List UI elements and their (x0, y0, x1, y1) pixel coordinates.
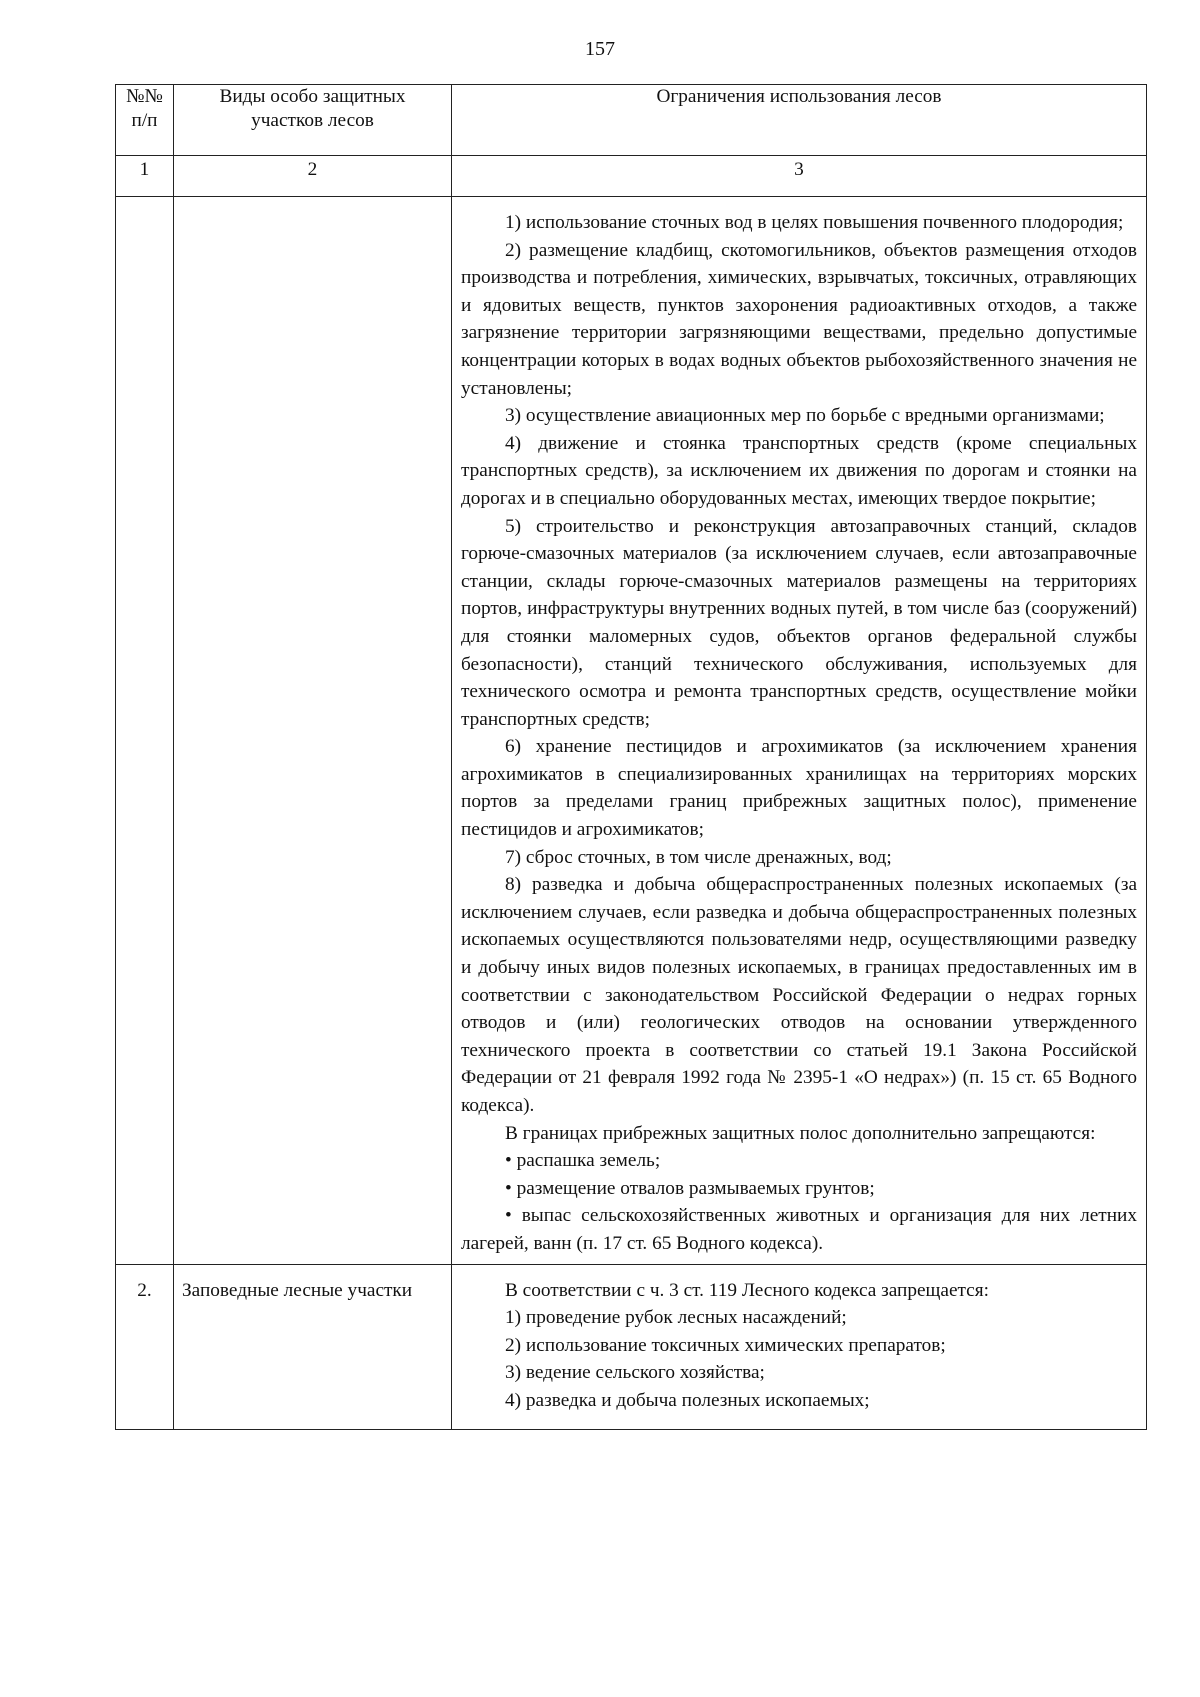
table-row (116, 197, 1147, 1265)
restriction-item: 4) движение и стоянка транспортных средств (кроме специальных транспортных средств), за исключением их движения по дорогам и стоянки на дорогах и в специально оборудованных местах, имеющих твердое покрытие; (461, 432, 1137, 509)
restriction-item: 2) размещение кладбищ, скотомогильников, объектов размещения отходов производства и потребления, химических, взрывчатых, токсичных, отравляющих и ядовитых веществ, пунктов захоронения радиоактивных отходов, а также загрязнение территории загрязняющими веществами, предельно допустимые концентрации которых в водах водных объектов рыбохозяйственного значения не установлены; (461, 239, 1137, 399)
header-type: Виды особо защитных участков лесов (174, 85, 452, 156)
restrictions-cell (452, 1264, 1147, 1429)
column-number: 3 (452, 156, 1147, 197)
restriction-item: 7) сброс сточных, в том числе дренажных, вод; (505, 846, 892, 868)
column-number-row (116, 156, 1147, 197)
restriction-item: 3) ведение сельского хозяйства; (505, 1362, 765, 1384)
table-header-row (116, 85, 1147, 156)
header-restrictions: Ограничения использования лесов (452, 85, 1147, 156)
bullet-item: • размещение отвалов размываемых грунтов; (505, 1177, 875, 1199)
table-row (116, 1264, 1147, 1429)
row-type: Заповедные лесные участки (174, 1264, 452, 1429)
restriction-item: 8) разведка и добыча общераспространенных полезных ископаемых (за исключением случаев, если разведка и добыча общераспространенных полезных ископаемых осуществляются пользователями недр, осуществляющими разведку и добычу иных видов полезных ископаемых, в границах предоставленных им в соответствии с законодательством Российской Федерации о недрах горных отводов и (или) геологических отводов на основании утвержденного технического проекта в соответствии со статьей 19.1 Закона Российской Федерации от 21 февраля 1992 года № 2395-1 «О недрах») (п. 15 ст. 65 Водного кодекса). (461, 874, 1137, 1116)
restriction-item: 5) строительство и реконструкция автозаправочных станций, складов горюче-смазочных материалов (за исключением случаев, если автозаправочные станции, склады горюче-смазочных материалов размещены на территориях портов, инфраструктуры внутренних водных путей, в том числе баз (сооружений) для стоянки маломерных судов, объектов органов федеральной службы безопасности), станций технического обслуживания, используемых для технического осмотра и ремонта транспортных средств, осуществление мойки транспортных средств; (461, 515, 1137, 730)
row-number (116, 197, 174, 1265)
restriction-item: 1) использование сточных вод в целях повышения почвенного плодородия; (505, 212, 1124, 233)
restrictions-table (115, 84, 1147, 1430)
column-number: 1 (116, 156, 174, 197)
restriction-item: 6) хранение пестицидов и агрохимикатов (за исключением хранения агрохимикатов в специализированных хранилищах на территориях морских портов за пределами границ прибрежных защитных полос), применение пестицидов и агрохимикатов; (461, 736, 1137, 841)
restrictions-cell (452, 197, 1147, 1265)
row-number: 2. (116, 1264, 174, 1429)
bullet-item: • распашка земель; (505, 1150, 661, 1172)
bullet-item: • выпас сельскохозяйственных животных и организация для них летних лагерей, ванн (п. 17 ст. 65 Водного кодекса). (461, 1205, 1137, 1254)
restriction-item: 1) проведение рубок лесных насаждений; (505, 1307, 847, 1329)
page-number: 157 (585, 38, 615, 60)
restriction-intro: В соответствии с ч. 3 ст. 119 Лесного кодекса запрещается: (505, 1279, 989, 1301)
restriction-item: 2) использование токсичных химических препаратов; (505, 1334, 946, 1356)
restriction-item: 3) осуществление авиационных мер по борьбе с вредными организмами; (505, 405, 1105, 427)
column-number: 2 (174, 156, 452, 197)
row-type (174, 197, 452, 1265)
restriction-item: 4) разведка и добыча полезных ископаемых; (505, 1389, 870, 1411)
header-number: №№ п/п (116, 85, 174, 156)
restriction-intro: В границах прибрежных защитных полос дополнительно запрещаются: (505, 1122, 1096, 1144)
